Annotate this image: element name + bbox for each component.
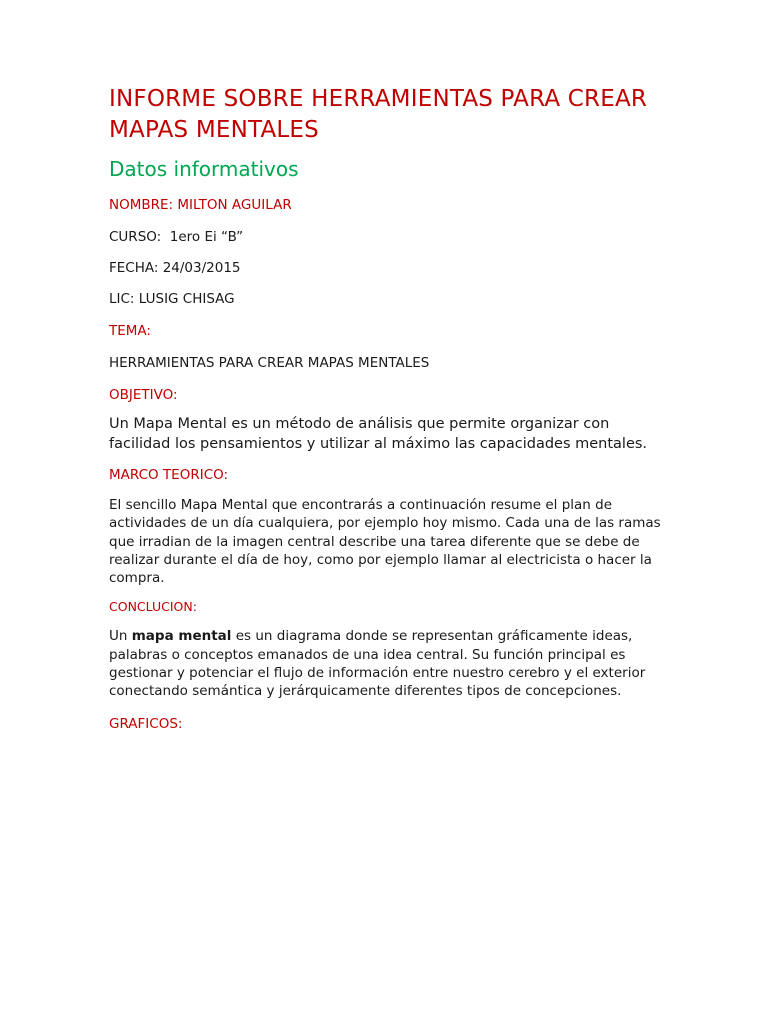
nombre-line: NOMBRE: MILTON AGUILAR	[109, 197, 292, 213]
conclusion-prefix: Un	[109, 628, 132, 645]
conclusion-text	[109, 627, 669, 700]
document-page	[109, 84, 669, 733]
objetivo-label: OBJETIVO:	[109, 387, 178, 403]
marco-teorico-label: MARCO TEORICO:	[109, 467, 229, 483]
marco-teorico-text: El sencillo Mapa Mental que encontrarás a continuación resume el plan de actividades de un día cualquiera, por ejemplo hoy mismo. Cada una de las ramas que irradian de la imagen central describe una tarea diferente que se debe de realizar durante el día de hoy, como por ejemplo llamar al electricista o hacer la compra.	[109, 497, 661, 587]
graficos-label: GRAFICOS:	[109, 715, 183, 732]
document-title: INFORME SOBRE HERRAMIENTAS PARA CREAR MAPAS MENTALES	[109, 86, 648, 143]
curso-line: CURSO: 1ero Ei “B”	[109, 229, 244, 245]
tema-value: HERRAMIENTAS PARA CREAR MAPAS MENTALES	[109, 355, 430, 371]
objetivo-text: Un Mapa Mental es un método de análisis que permite organizar con facilidad los pensamientos y utilizar al máximo las capacidades mentales.	[109, 416, 648, 452]
lic-line: LIC: LUSIG CHISAG	[109, 291, 235, 307]
conclusion-body: es un diagrama donde se representan gráficamente ideas, palabras o conceptos emanados de una idea central. Su función principal es gestionar y potenciar el flujo de información entre nuestro cerebro y el exterior conectando semántica y jerárquicamente diferentes tipos de concepciones.	[109, 628, 646, 700]
conclusion-label: CONCLUCION:	[109, 599, 197, 615]
section-subtitle: Datos informativos	[109, 157, 299, 181]
conclusion-bold-term: mapa mental	[131, 628, 232, 645]
fecha-line: FECHA: 24/03/2015	[109, 260, 241, 276]
tema-label: TEMA:	[109, 323, 151, 339]
